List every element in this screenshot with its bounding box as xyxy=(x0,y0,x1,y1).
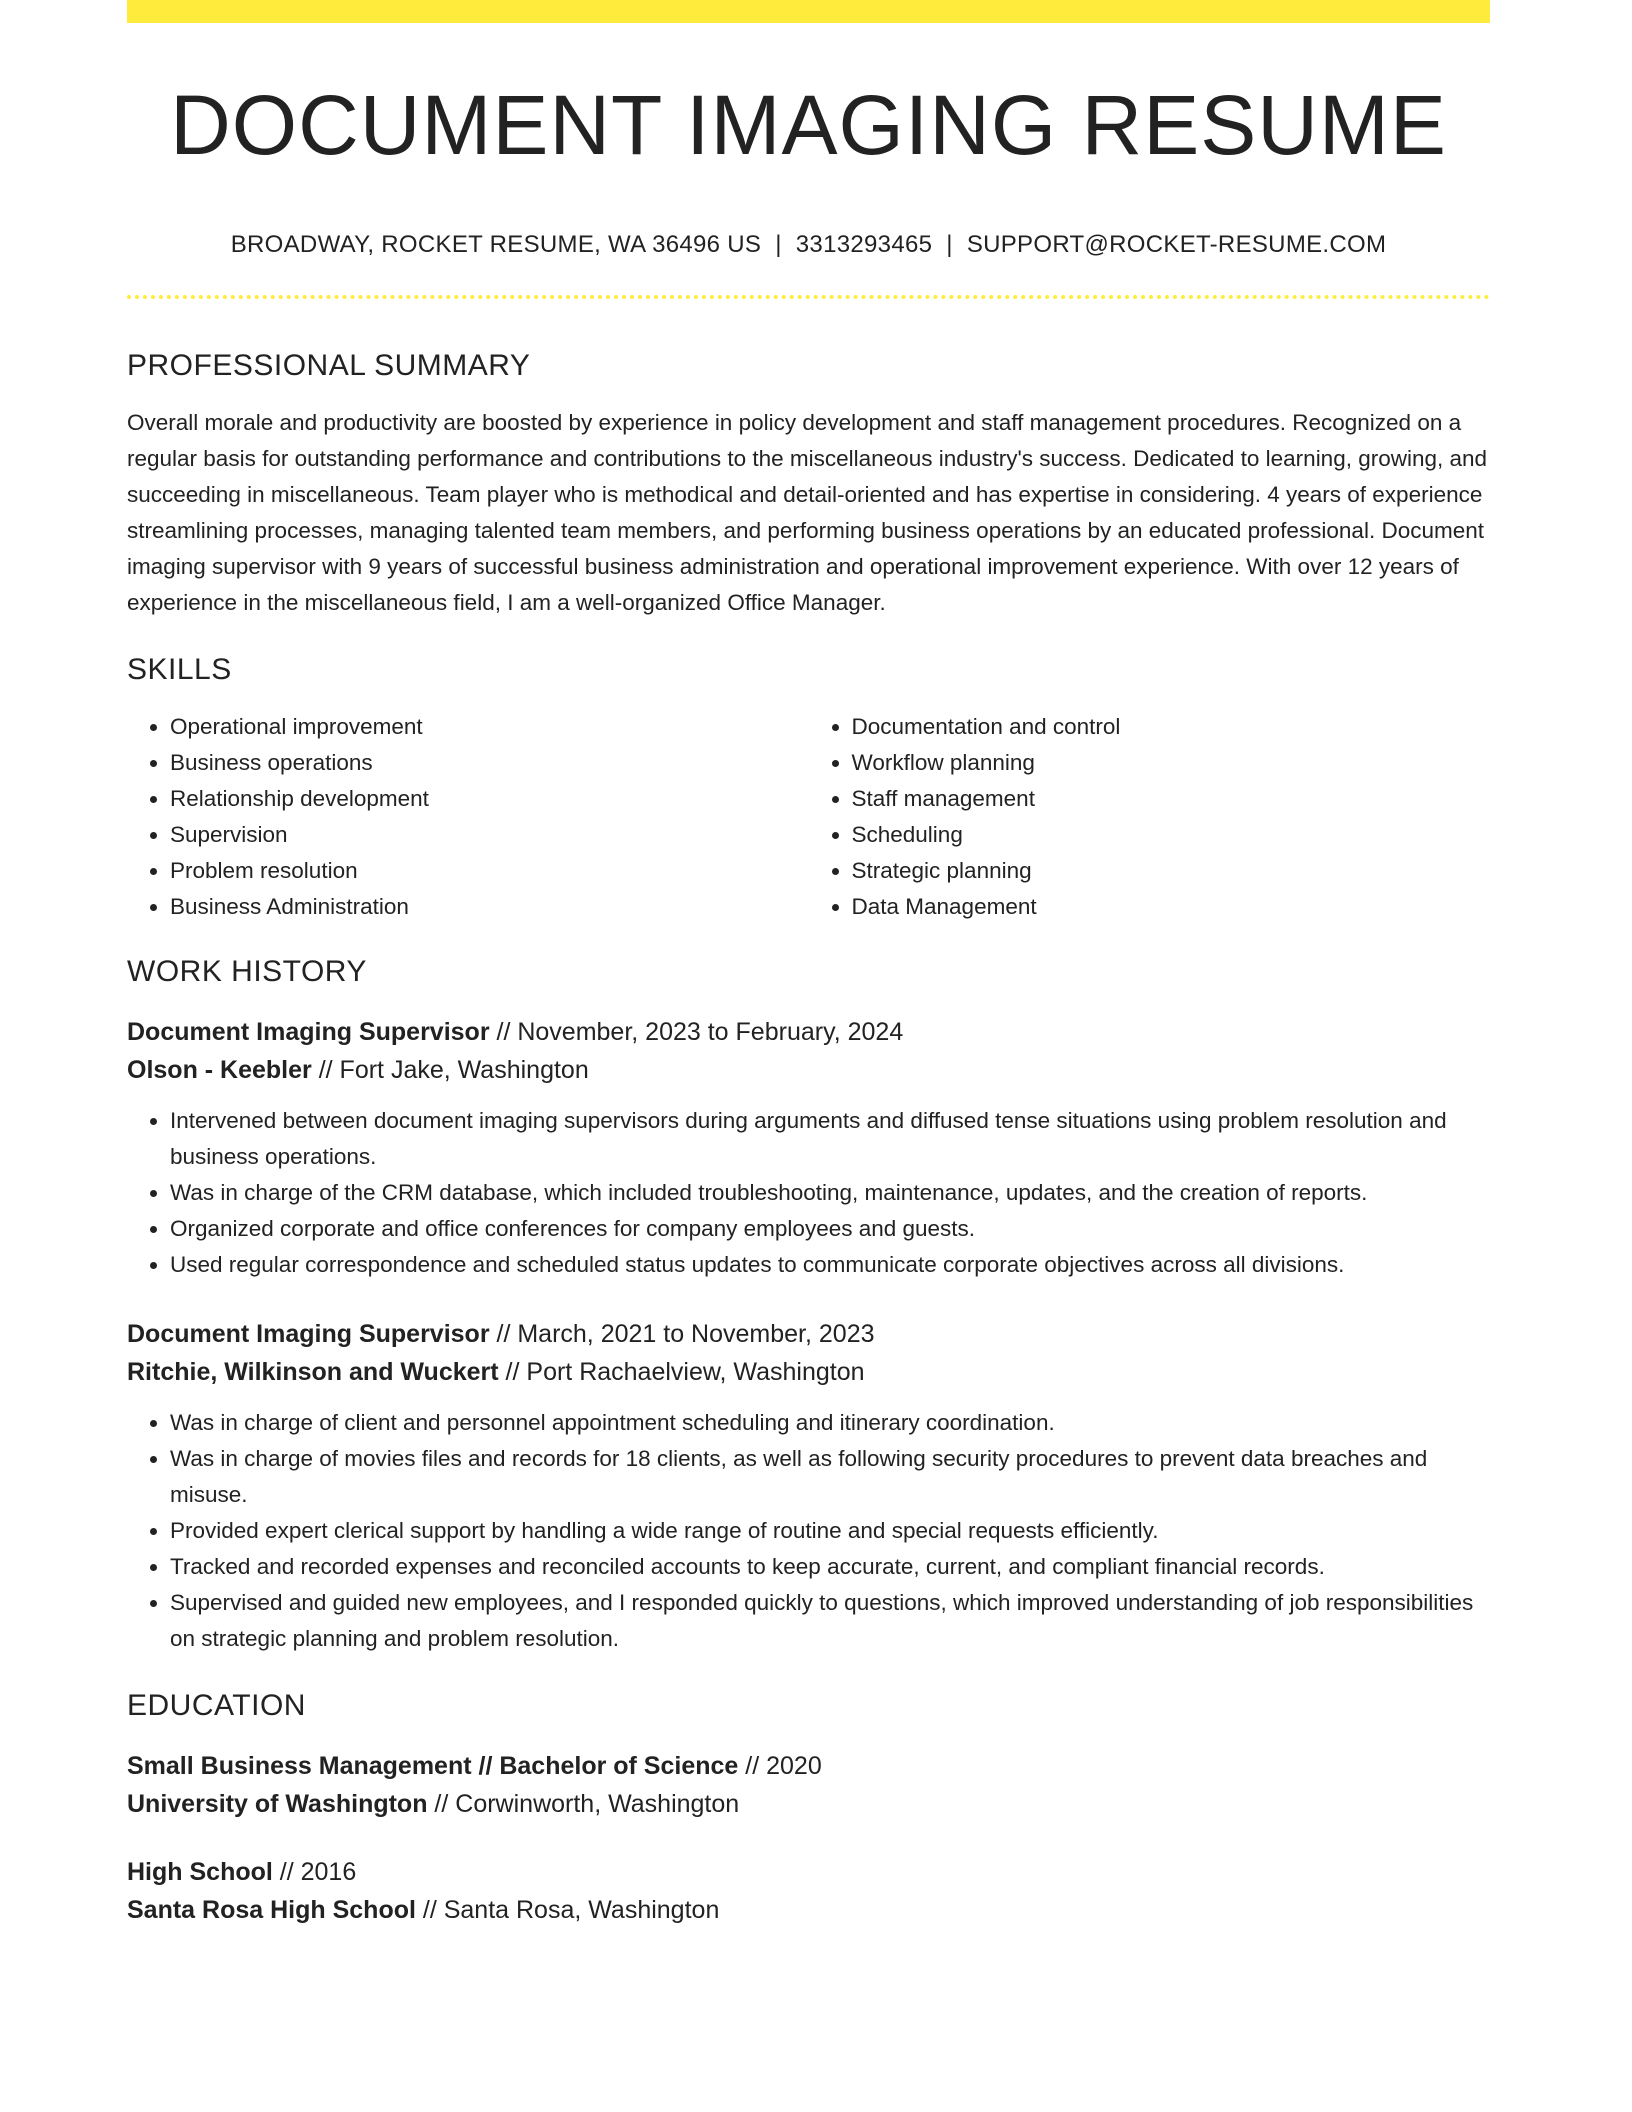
phone: 3313293465 xyxy=(795,231,933,258)
section-heading: SKILLS xyxy=(127,653,232,686)
skills-columns xyxy=(127,709,1490,925)
job-dates: // March, 2021 to November, 2023 xyxy=(489,1320,875,1348)
degree-line xyxy=(127,1853,1490,1891)
education-entry xyxy=(127,1747,1490,1823)
degree: High School xyxy=(127,1858,273,1886)
job-bullet: • Used regular correspondence and scheduled status updates to communicate corporate objectives across all divisions. xyxy=(170,1247,1490,1283)
skill-item: • Operational improvement xyxy=(170,709,809,745)
degree: Small Business Management // Bachelor of Science xyxy=(127,1752,739,1780)
job-company: Ritchie, Wilkinson and Wuckert xyxy=(127,1358,499,1386)
job-entry xyxy=(127,1013,1490,1283)
email: SUPPORT@ROCKET-RESUME.COM xyxy=(966,231,1387,258)
job-entry xyxy=(127,1315,1490,1657)
job-bullet: • Organized corporate and office conferences for company employees and guests. xyxy=(170,1211,1490,1247)
skill-item: • Relationship development xyxy=(170,781,809,817)
skill-item: • Supervision xyxy=(170,817,809,853)
skill-item: • Workflow planning xyxy=(852,745,1491,781)
skill-item: • Staff management xyxy=(852,781,1491,817)
work-section xyxy=(127,957,1490,1657)
job-dates: // November, 2023 to February, 2024 xyxy=(489,1018,904,1046)
job-bullet: • Provided expert clerical support by handling a wide range of routine and special requests efficiently. xyxy=(170,1513,1490,1549)
address: BROADWAY, ROCKET RESUME, WA 36496 US xyxy=(230,231,762,258)
job-company-line xyxy=(127,1051,1490,1089)
job-location: // Port Rachaelview, Washington xyxy=(498,1358,865,1386)
skill-item: • Data Management xyxy=(852,889,1491,925)
job-location: // Fort Jake, Washington xyxy=(311,1056,589,1084)
job-title: Document Imaging Supervisor xyxy=(127,1320,490,1348)
resume-page xyxy=(127,0,1490,1929)
skill-item: • Scheduling xyxy=(852,817,1491,853)
job-bullet: • Was in charge of client and personnel appointment scheduling and itinerary coordination. xyxy=(170,1405,1490,1441)
degree-year: // 2016 xyxy=(272,1858,357,1886)
section-heading: PROFESSIONAL SUMMARY xyxy=(127,349,531,382)
school-line xyxy=(127,1785,1490,1823)
job-bullets xyxy=(127,1103,1490,1283)
skill-item: • Business Administration xyxy=(170,889,809,925)
job-bullet: • Supervised and guided new employees, and I responded quickly to questions, which improved understanding of job responsibilities on strategic planning and problem resolution. xyxy=(170,1585,1490,1657)
skills-section xyxy=(127,655,1490,925)
summary-section xyxy=(127,351,1490,621)
school-line xyxy=(127,1891,1490,1929)
summary-text: Overall morale and productivity are boosted by experience in policy development and staff management procedures. Recognized on a regular basis for outstanding performance and contributions to the miscellaneous industry's success. Dedicated to learning, growing, and succeeding in miscellaneous. Team player who is methodical and detail-oriented and has expertise in considering. 4 years of experience streamlining processes, managing talented team members, and performing business operations by an educated professional. Document imaging supervisor with 9 years of successful business administration and operational improvement experience. With over 12 years of experience in the miscellaneous field, I am a well-organized Office Manager. xyxy=(127,410,1488,615)
skills-list-right xyxy=(809,709,1491,925)
job-title-line xyxy=(127,1315,1490,1353)
job-bullet: • Was in charge of movies files and records for 18 clients, as well as following security procedures to prevent data breaches and misuse. xyxy=(170,1441,1490,1513)
job-bullets xyxy=(127,1405,1490,1657)
section-heading: EDUCATION xyxy=(127,1689,306,1722)
degree-year: // 2020 xyxy=(738,1752,822,1780)
skills-list-left xyxy=(127,709,809,925)
job-company-line xyxy=(127,1353,1490,1391)
dotted-divider xyxy=(127,295,1490,299)
school: University of Washington xyxy=(127,1790,428,1818)
job-title: Document Imaging Supervisor xyxy=(127,1018,490,1046)
skill-item: • Business operations xyxy=(170,745,809,781)
education-entry xyxy=(127,1853,1490,1929)
job-bullet: • Tracked and recorded expenses and reconciled accounts to keep accurate, current, and compliant financial records. xyxy=(170,1549,1490,1585)
section-heading: WORK HISTORY xyxy=(127,955,367,988)
contact-line xyxy=(127,231,1490,259)
contact-separator: | xyxy=(946,231,953,258)
degree-line xyxy=(127,1747,1490,1785)
job-title-line xyxy=(127,1013,1490,1051)
job-bullet: • Was in charge of the CRM database, which included troubleshooting, maintenance, updates, and the creation of reports. xyxy=(170,1175,1490,1211)
job-company: Olson - Keebler xyxy=(127,1056,312,1084)
contact-separator: | xyxy=(775,231,782,258)
resume-title: DOCUMENT IMAGING RESUME xyxy=(170,78,1447,172)
skill-item: • Problem resolution xyxy=(170,853,809,889)
skill-item: • Documentation and control xyxy=(852,709,1491,745)
skill-item: • Strategic planning xyxy=(852,853,1491,889)
school: Santa Rosa High School xyxy=(127,1896,416,1924)
education-section xyxy=(127,1691,1490,1929)
job-bullet: • Intervened between document imaging supervisors during arguments and diffused tense situations using problem resolution and business operations. xyxy=(170,1103,1490,1175)
accent-bar xyxy=(127,0,1490,23)
school-location: // Corwinworth, Washington xyxy=(427,1790,740,1818)
school-location: // Santa Rosa, Washington xyxy=(415,1896,720,1924)
